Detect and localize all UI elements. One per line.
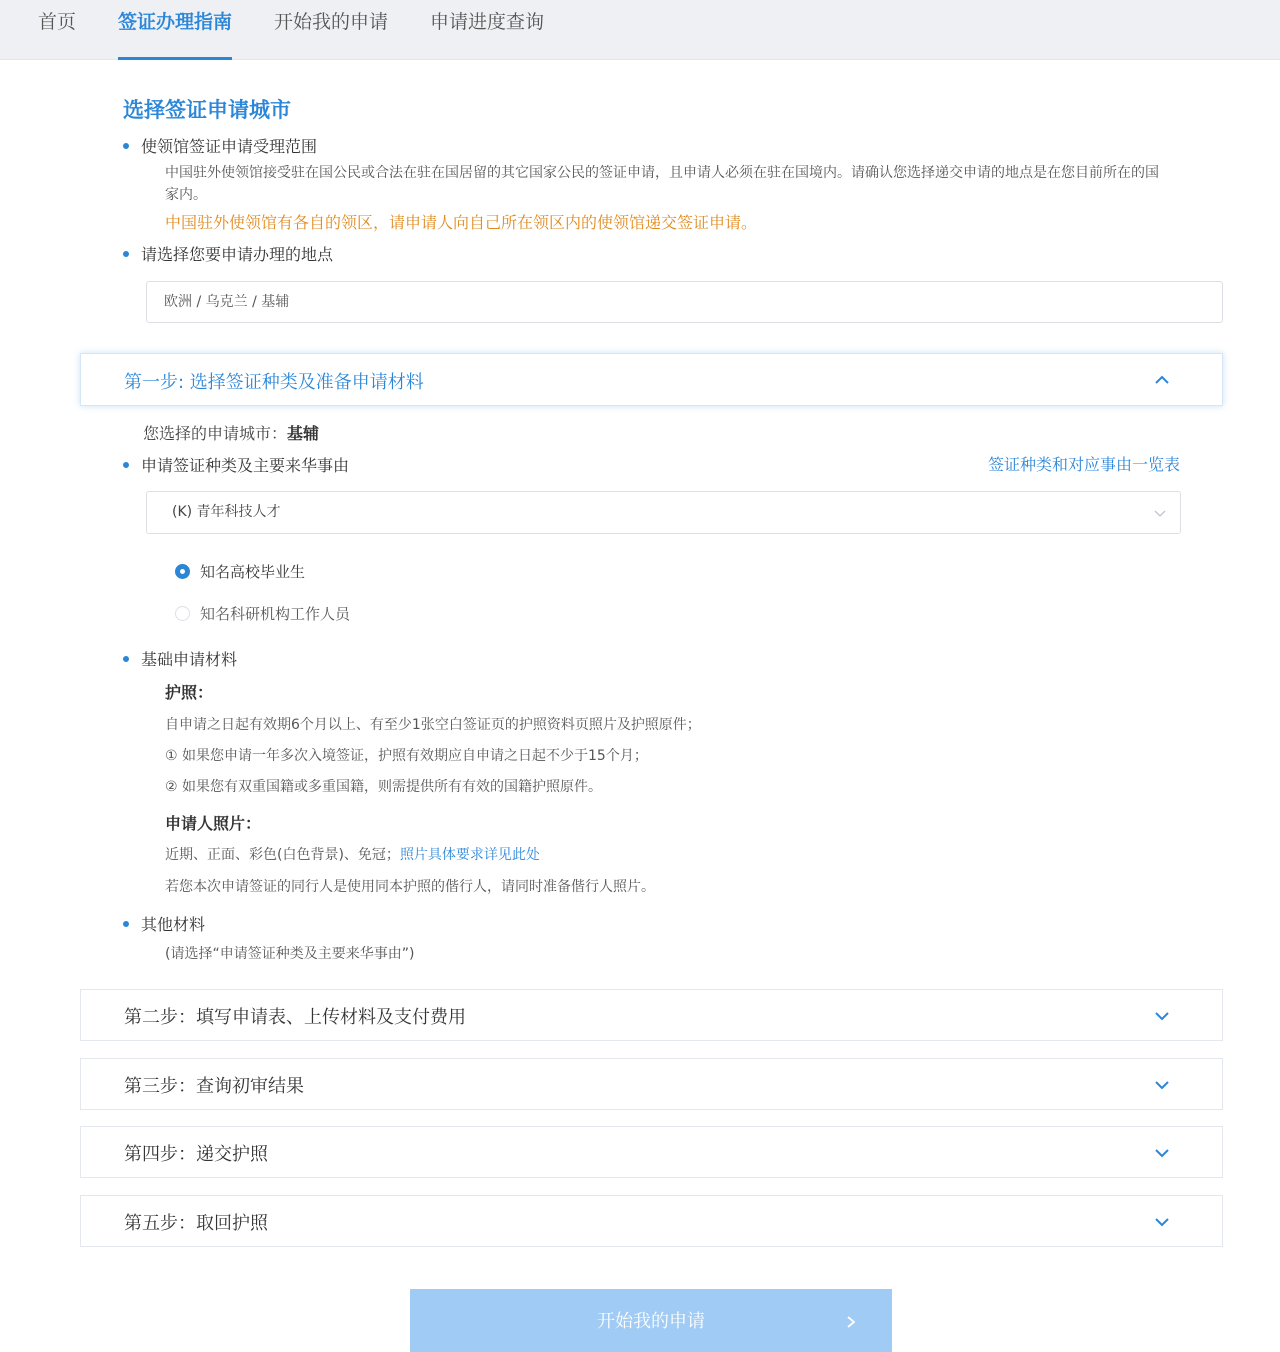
location-bullet [123,242,333,265]
chevron-down-icon [1154,1145,1170,1161]
section-title: 选择签证申请城市 [123,98,291,122]
radio-unchecked-icon [175,606,190,621]
chevron-down-icon [1154,507,1166,519]
start-application-label: 开始我的申请 [597,1311,705,1332]
step2-title: 第二步：填写申请表、上传材料及支付费用 [124,1007,466,1028]
radio-checked-icon [175,564,190,579]
scope-text [165,162,1225,206]
radio-researcher[interactable] [175,603,350,624]
visa-type-bullet [123,453,349,476]
step4-header[interactable] [80,1126,1223,1178]
bullet-dot [123,462,129,468]
radio-graduate[interactable] [175,561,305,582]
scope-text-line-1: 中国驻外使领馆接受驻在国公民或合法在驻在国居留的其它国家公民的签证申请，且申请人必须在驻在国境内。请确认您选择递交申请的地点是在您目前所在的国 [165,165,1159,181]
selected-city-label: 您选择的申请城市： [143,424,288,443]
step1-title: 第一步: 选择签证种类及准备申请材料 [124,372,424,393]
tab-visa-guide[interactable]: 签证办理指南 [118,0,232,60]
visa-type-label: 申请签证种类及主要来华事由 [141,456,350,475]
step2-header[interactable] [80,989,1223,1041]
passport-heading: 护照： [165,683,214,702]
passport-line-2: ① 如果您申请一年多次入境签证，护照有效期应自申请之日起不少于15个月； [165,748,648,764]
radio-graduate-label: 知名高校毕业生 [200,563,306,581]
visa-types-table-link[interactable]: 签证种类和对应事由一览表 [987,455,1180,474]
passport-line-1: 自申请之日起有效期6个月以上、有至少1张空白签证页的护照资料页照片及护照原件； [165,717,701,733]
chevron-up-icon [1154,372,1170,388]
chevron-down-icon [1154,1008,1170,1024]
tab-start-application[interactable]: 开始我的申请 [274,11,389,33]
passport-line-3: ② 如果您有双重国籍或多重国籍，则需提供所有有效的国籍护照原件。 [165,779,602,795]
chevron-right-icon [846,1315,856,1329]
photo-line-2: 若您本次申请签证的同行人是使用同本护照的偕行人，请同时准备偕行人照片。 [165,879,655,895]
other-materials-note: (请选择“申请签证种类及主要来华事由”) [165,946,415,962]
selected-city-value: 基辅 [287,424,320,443]
chevron-down-icon [1154,1214,1170,1230]
bullet-dot [123,921,129,927]
photo-requirements: 近期、正面、彩色(白色背景)、免冠； [165,847,400,863]
tab-home[interactable]: 首页 [38,11,77,33]
step4-title: 第四步：递交护照 [124,1144,268,1165]
location-selector[interactable]: 欧洲 / 乌克兰 / 基辅 [146,281,1223,323]
step1-header[interactable] [80,353,1223,406]
step5-title: 第五步：取回护照 [124,1213,268,1234]
visa-type-select[interactable] [146,491,1181,534]
scope-label: 使领馆签证申请受理范围 [141,137,318,156]
photo-line-1 [165,844,540,866]
visa-type-select-value: (K) 青年科技人才 [172,504,281,520]
basic-materials-label: 基础申请材料 [141,650,238,669]
photo-requirements-link[interactable]: 照片具体要求详见此处 [399,847,540,863]
step3-header[interactable] [80,1058,1223,1110]
scope-bullet [123,134,317,157]
selected-city [143,421,319,444]
bullet-dot [123,143,129,149]
step3-title: 第三步：查询初审结果 [124,1076,304,1097]
bullet-dot [123,656,129,662]
jurisdiction-warning: 中国驻外使领馆有各自的领区，请申请人向自己所在领区内的使领馆递交签证申请。 [165,213,758,232]
other-materials-label: 其他材料 [141,915,206,934]
basic-materials-bullet [123,647,237,670]
radio-researcher-label: 知名科研机构工作人员 [200,605,351,623]
bullet-dot [123,251,129,257]
other-materials-bullet [123,912,205,935]
scope-text-line-2: 家内。 [165,187,207,203]
step5-header[interactable] [80,1195,1223,1247]
location-label: 请选择您要申请办理的地点 [141,245,334,264]
top-nav [0,0,1280,60]
start-application-button[interactable] [410,1289,892,1352]
chevron-down-icon [1154,1077,1170,1093]
tab-progress-query[interactable]: 申请进度查询 [430,11,545,33]
photo-heading: 申请人照片： [165,814,262,833]
